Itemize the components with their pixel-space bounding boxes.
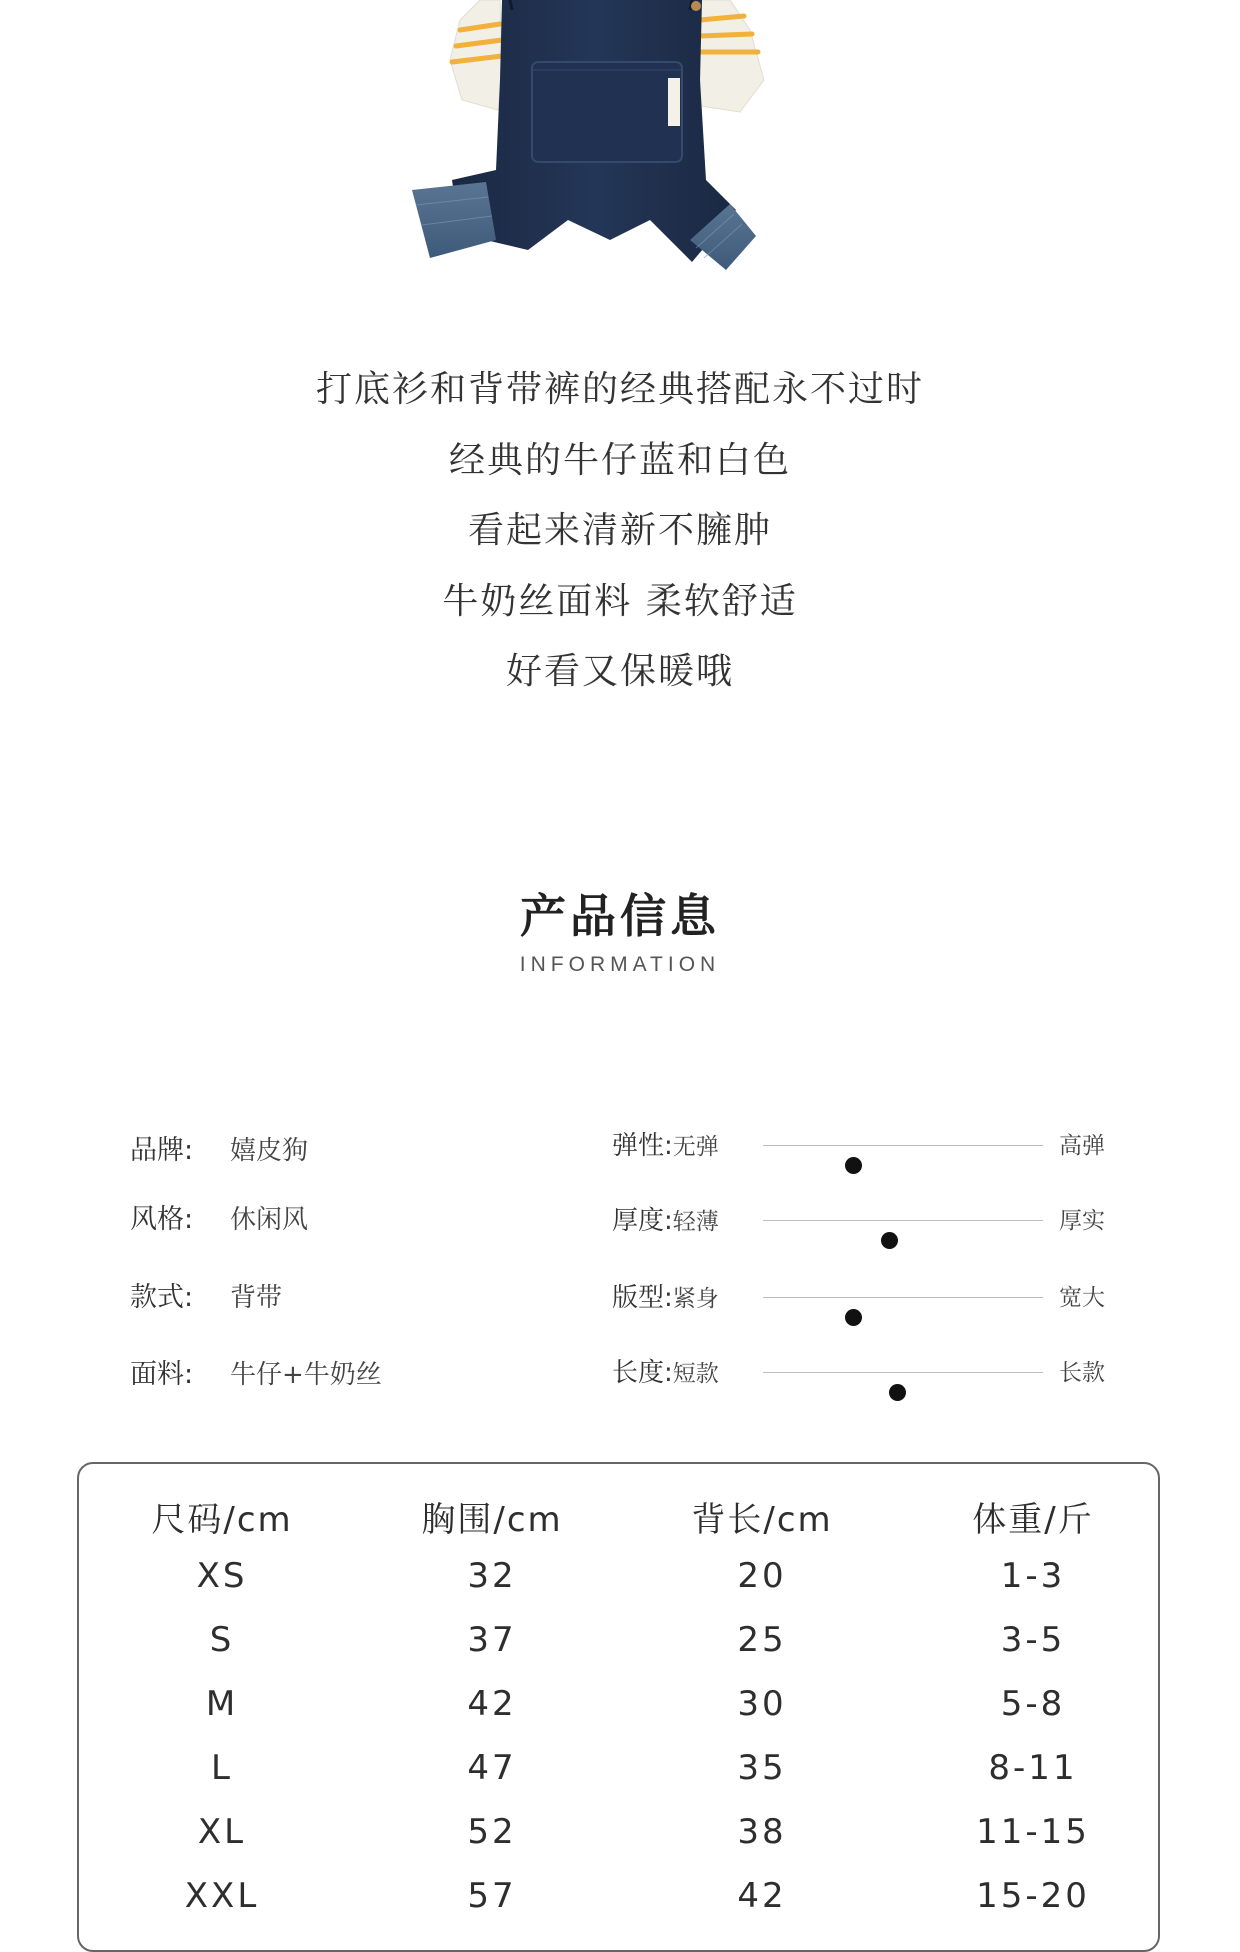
copy-line: 经典的牛仔蓝和白色 <box>448 439 791 481</box>
attribute-label: 风格: <box>130 1204 194 1235</box>
size-table-cell: L <box>211 1748 233 1788</box>
size-table-cell: 47 <box>467 1748 517 1788</box>
size-table-cell: 30 <box>737 1684 787 1724</box>
product-image-overalls <box>400 0 820 340</box>
section-title: 产品信息 <box>520 889 720 943</box>
scale-label: 版型: <box>612 1283 673 1313</box>
attribute-label: 款式: <box>130 1282 194 1313</box>
scale-indicator-dot <box>889 1384 906 1401</box>
scale-track <box>763 1297 1043 1298</box>
scale-max-label: 厚实 <box>1059 1208 1105 1234</box>
copy-line: 牛奶丝面料 柔软舒适 <box>442 580 798 622</box>
attribute-type <box>130 1275 282 1314</box>
scale-thickness <box>612 1200 1112 1240</box>
scale-indicator-dot <box>845 1309 862 1326</box>
scale-min-label: 轻薄 <box>672 1209 719 1235</box>
size-table-cell: 42 <box>467 1684 517 1724</box>
scale-max-label: 长款 <box>1059 1360 1105 1386</box>
size-table-cell: 38 <box>737 1812 787 1852</box>
scale-max-label: 高弹 <box>1059 1133 1105 1159</box>
scale-indicator-dot <box>881 1232 898 1249</box>
size-table-cell: 25 <box>737 1620 787 1660</box>
size-table-cell: XS <box>196 1556 248 1596</box>
size-table-cell: S <box>209 1620 235 1660</box>
size-table-cell: 11-15 <box>976 1812 1090 1852</box>
scale-label: 厚度: <box>612 1206 673 1236</box>
attribute-style <box>130 1197 308 1236</box>
size-table-header: 背长/cm <box>691 1500 833 1540</box>
scale-label: 长度: <box>612 1358 673 1388</box>
attribute-label: 面料: <box>130 1359 194 1390</box>
scale-min-label: 紧身 <box>672 1286 719 1312</box>
size-table-header: 体重/斤 <box>972 1500 1094 1540</box>
scale-length <box>612 1352 1112 1392</box>
copy-line: 看起来清新不臃肿 <box>467 510 772 551</box>
attribute-value: 背带 <box>230 1283 283 1313</box>
chest-pocket <box>532 62 682 162</box>
size-table-cell: 5-8 <box>1000 1684 1066 1724</box>
size-table-cell: 20 <box>737 1556 787 1596</box>
size-table-cell: 57 <box>467 1876 517 1916</box>
section-subtitle: INFORMATION <box>519 953 721 976</box>
size-table-cell: 32 <box>467 1556 517 1596</box>
size-table-cell: M <box>205 1684 239 1724</box>
copy-line: 打底衫和背带裤的经典搭配永不过时 <box>315 369 924 410</box>
scale-max-label: 宽大 <box>1059 1285 1105 1311</box>
size-table-cell: 42 <box>737 1876 787 1916</box>
size-table-cell: XXL <box>184 1876 260 1916</box>
scale-track <box>763 1220 1043 1221</box>
size-table-cell: 8-11 <box>988 1748 1078 1788</box>
product-copy <box>0 355 1240 708</box>
size-table-cell: 35 <box>737 1748 787 1788</box>
scale-indicator-dot <box>845 1157 862 1174</box>
scale-fit <box>612 1277 1112 1317</box>
size-table-header: 尺码/cm <box>151 1500 293 1540</box>
size-table-cell: 37 <box>467 1620 517 1660</box>
copy-line: 好看又保暖哦 <box>505 651 734 692</box>
size-table-cell: 15-20 <box>976 1876 1090 1916</box>
scale-elasticity <box>612 1125 1112 1165</box>
scale-track <box>763 1372 1043 1373</box>
size-table-cell: 3-5 <box>1000 1620 1066 1660</box>
attribute-value: 嬉皮狗 <box>230 1136 309 1166</box>
attribute-value: 休闲风 <box>230 1205 309 1235</box>
left-cuff <box>412 182 496 258</box>
attribute-fabric <box>130 1352 382 1391</box>
attribute-label: 品牌: <box>130 1135 194 1166</box>
scale-min-label: 无弹 <box>672 1134 719 1160</box>
size-table <box>77 1462 1160 1952</box>
scale-min-label: 短款 <box>672 1361 719 1387</box>
scale-track <box>763 1145 1043 1146</box>
scale-label: 弹性: <box>612 1131 673 1161</box>
size-table-cell: 52 <box>467 1812 517 1852</box>
size-table-header: 胸围/cm <box>421 1500 563 1540</box>
attribute-value: 牛仔+牛奶丝 <box>230 1360 382 1390</box>
size-table-cell: 1-3 <box>1000 1556 1066 1596</box>
size-table-cell: XL <box>197 1812 247 1852</box>
attribute-brand <box>130 1128 308 1167</box>
